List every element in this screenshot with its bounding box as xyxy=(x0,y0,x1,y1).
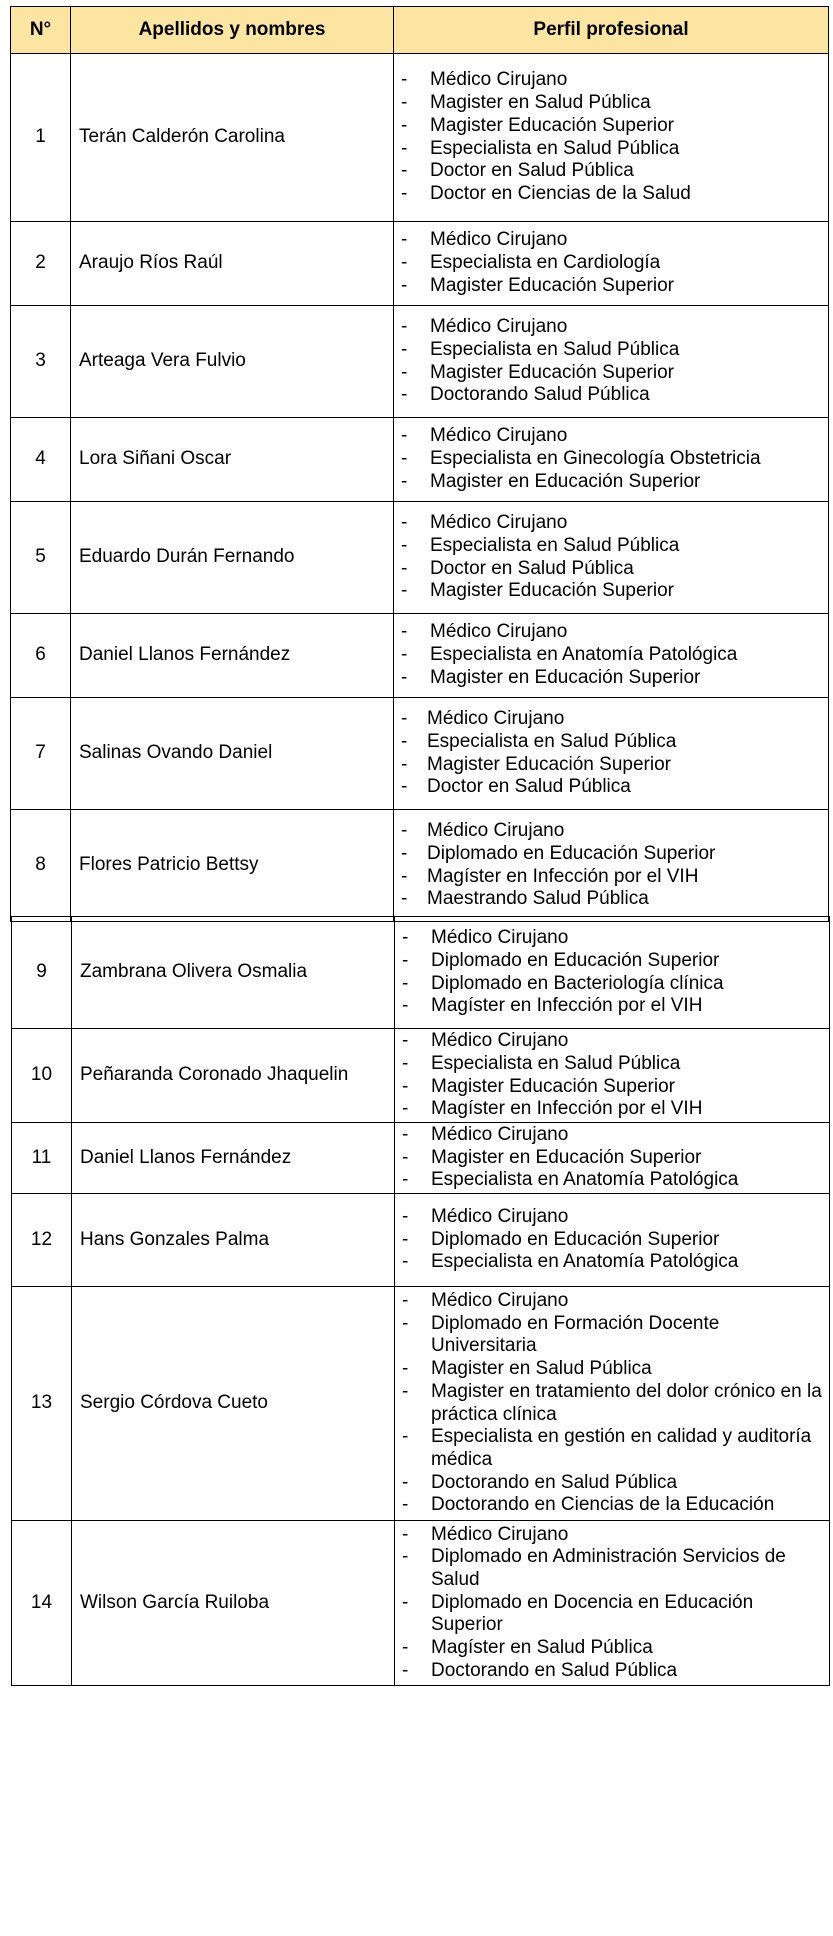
profile-item-text: Magister Educación Superior xyxy=(430,580,674,602)
row-number: 3 xyxy=(11,306,71,418)
faculty-table-part-1 xyxy=(10,6,829,922)
bullet-dash: - xyxy=(401,114,408,136)
bullet-dash: - xyxy=(401,820,408,842)
person-name: Salinas Ovando Daniel xyxy=(71,698,394,810)
row-number: 4 xyxy=(11,418,71,502)
table-row xyxy=(11,306,829,418)
header-names: Apellidos y nombres xyxy=(71,7,394,54)
bullet-dash: - xyxy=(401,252,408,274)
profile-item-text: Diplomado en Educación Superior xyxy=(427,842,716,864)
row-number: 6 xyxy=(11,614,71,698)
profile-item-text: Médico Cirujano xyxy=(430,512,568,534)
profile-item xyxy=(401,843,824,866)
profile-item-text: Especialista en Anatomía Patológica xyxy=(430,644,738,666)
profile-list xyxy=(395,1287,830,1521)
profile-item-text: Médico Cirujano xyxy=(430,316,568,338)
header-profile: Perfil profesional xyxy=(394,7,829,54)
profile-item xyxy=(402,1076,825,1099)
bullet-dash: - xyxy=(401,580,408,602)
profile-list xyxy=(395,1194,830,1287)
bullet-dash: - xyxy=(401,92,408,114)
profile-item xyxy=(401,138,824,161)
profile-item xyxy=(402,1124,825,1147)
profile-list xyxy=(394,810,829,922)
profile-list xyxy=(394,614,829,698)
profile-item xyxy=(402,1169,825,1192)
bullet-dash: - xyxy=(401,888,408,910)
bullet-dash: - xyxy=(402,1637,409,1659)
bullet-dash: - xyxy=(401,753,408,775)
person-name: Daniel Llanos Fernández xyxy=(72,1123,395,1194)
bullet-dash: - xyxy=(402,1205,409,1227)
profile-item xyxy=(402,1313,825,1358)
profile-item-text: Diplomado en Administración Servicios de Salud xyxy=(431,1546,786,1590)
profile-item-text: Especialista en Salud Pública xyxy=(430,534,680,556)
row-number: 12 xyxy=(12,1194,72,1287)
bullet-dash: - xyxy=(402,1146,409,1168)
person-name: Arteaga Vera Fulvio xyxy=(71,306,394,418)
profile-item xyxy=(401,160,824,183)
profile-item-text: Médico Cirujano xyxy=(431,1523,569,1545)
header-number: N° xyxy=(11,7,71,54)
person-name: Zambrana Olivera Osmalia xyxy=(72,917,395,1029)
profile-item-text: Magister en tratamiento del dolor crónico en la práctica clínica xyxy=(431,1380,822,1425)
profile-item-text: Médico Cirujano xyxy=(427,708,565,730)
bullet-dash: - xyxy=(402,1228,409,1250)
bullet-dash: - xyxy=(402,1494,409,1516)
table-row xyxy=(11,54,829,222)
profile-item-text: Médico Cirujano xyxy=(430,621,568,643)
bullet-dash: - xyxy=(401,470,408,492)
profile-item-text: Especialista en Anatomía Patológica xyxy=(431,1251,739,1273)
profile-item xyxy=(401,621,824,644)
profile-list xyxy=(394,418,829,502)
profile-item xyxy=(402,1381,825,1426)
bullet-dash: - xyxy=(401,425,408,447)
bullet-dash: - xyxy=(402,1591,409,1613)
profile-list xyxy=(395,1029,830,1123)
profile-item xyxy=(401,667,824,690)
profile-item-text: Médico Cirujano xyxy=(430,69,568,91)
profile-item xyxy=(401,252,824,275)
profile-item xyxy=(402,950,825,973)
profile-item xyxy=(401,425,824,448)
bullet-dash: - xyxy=(402,1169,409,1191)
profile-item xyxy=(402,1053,825,1076)
profile-item-text: Magíster en Infección por el VIH xyxy=(431,995,703,1017)
profile-item xyxy=(401,448,824,471)
bullet-dash: - xyxy=(401,730,408,752)
bullet-dash: - xyxy=(402,1659,409,1681)
row-number: 8 xyxy=(11,810,71,922)
profile-item-text: Doctor en Ciencias de la Salud xyxy=(430,182,691,204)
profile-item xyxy=(401,754,824,777)
profile-item xyxy=(401,339,824,362)
profile-item-text: Especialista en Salud Pública xyxy=(430,338,680,360)
profile-item xyxy=(401,558,824,581)
profile-item-text: Maestrando Salud Pública xyxy=(427,888,649,910)
profile-item xyxy=(402,995,825,1018)
profile-item-text: Magister Educación Superior xyxy=(427,753,671,775)
faculty-table-part-2 xyxy=(11,916,830,1686)
profile-item-text: Especialista en Salud Pública xyxy=(431,1052,681,1074)
profile-item xyxy=(401,316,824,339)
profile-item-text: Magister en Educación Superior xyxy=(431,1146,702,1168)
profile-item xyxy=(402,1592,825,1637)
row-number: 7 xyxy=(11,698,71,810)
profile-item-text: Médico Cirujano xyxy=(431,1030,569,1052)
bullet-dash: - xyxy=(401,137,408,159)
bullet-dash: - xyxy=(402,972,409,994)
bullet-dash: - xyxy=(402,1523,409,1545)
row-number: 14 xyxy=(12,1521,72,1686)
bullet-dash: - xyxy=(402,1075,409,1097)
bullet-dash: - xyxy=(402,1123,409,1145)
profile-item-text: Magister en Educación Superior xyxy=(430,666,701,688)
profile-item xyxy=(401,708,824,731)
bullet-dash: - xyxy=(402,1312,409,1334)
row-number: 1 xyxy=(11,54,71,222)
row-number: 5 xyxy=(11,502,71,614)
profile-item xyxy=(401,229,824,252)
person-name: Terán Calderón Carolina xyxy=(71,54,394,222)
profile-item xyxy=(401,644,824,667)
profile-item-text: Especialista en Salud Pública xyxy=(427,730,677,752)
bullet-dash: - xyxy=(401,361,408,383)
profile-item-text: Diplomado en Docencia en Educación Superior xyxy=(431,1591,754,1636)
profile-item-text: Doctorando en Ciencias de la Educación xyxy=(431,1494,775,1516)
profile-item-text: Médico Cirujano xyxy=(427,820,565,842)
profile-item-text: Médico Cirujano xyxy=(430,229,568,251)
profile-item xyxy=(402,1229,825,1252)
profile-item-text: Especialista en Salud Pública xyxy=(430,137,680,159)
profile-item-text: Diplomado en Educación Superior xyxy=(431,949,720,971)
person-name: Hans Gonzales Palma xyxy=(72,1194,395,1287)
person-name: Peñaranda Coronado Jhaquelin xyxy=(72,1029,395,1123)
profile-item xyxy=(401,384,824,407)
profile-list xyxy=(394,54,829,222)
profile-item xyxy=(402,1358,825,1381)
bullet-dash: - xyxy=(401,621,408,643)
profile-list xyxy=(394,698,829,810)
table-row xyxy=(12,1521,830,1686)
bullet-dash: - xyxy=(402,1098,409,1120)
profile-item xyxy=(401,820,824,843)
bullet-dash: - xyxy=(402,1380,409,1402)
bullet-dash: - xyxy=(402,1030,409,1052)
bullet-dash: - xyxy=(402,927,409,949)
person-name: Eduardo Durán Fernando xyxy=(71,502,394,614)
bullet-dash: - xyxy=(401,708,408,730)
bullet-dash: - xyxy=(401,644,408,666)
profile-item xyxy=(402,1524,825,1547)
profile-item-text: Doctorando Salud Pública xyxy=(430,384,650,406)
bullet-dash: - xyxy=(401,534,408,556)
profile-item xyxy=(402,1426,825,1471)
profile-item-text: Magister Educación Superior xyxy=(430,274,674,296)
profile-item-text: Especialista en Cardiología xyxy=(430,252,661,274)
profile-item-text: Diplomado en Formación Docente Universitaria xyxy=(431,1312,720,1357)
row-number: 13 xyxy=(12,1287,72,1521)
profile-list xyxy=(395,917,830,1029)
person-name: Araujo Ríos Raúl xyxy=(71,222,394,306)
person-name: Daniel Llanos Fernández xyxy=(71,614,394,698)
profile-item xyxy=(401,731,824,754)
profile-item xyxy=(401,471,824,494)
bullet-dash: - xyxy=(401,384,408,406)
profile-item-text: Diplomado en Educación Superior xyxy=(431,1228,720,1250)
table-row xyxy=(11,698,829,810)
profile-item xyxy=(402,973,825,996)
bullet-dash: - xyxy=(402,995,409,1017)
table-row xyxy=(11,418,829,502)
table-header-row xyxy=(11,7,829,54)
bullet-dash: - xyxy=(401,557,408,579)
profile-item xyxy=(401,535,824,558)
table-row xyxy=(12,917,830,1029)
profile-list xyxy=(394,306,829,418)
profile-item xyxy=(401,512,824,535)
profile-item xyxy=(401,275,824,298)
bullet-dash: - xyxy=(402,1426,409,1448)
profile-item xyxy=(402,1098,825,1121)
table-row xyxy=(12,1287,830,1521)
profile-item xyxy=(401,183,824,206)
row-number: 2 xyxy=(11,222,71,306)
profile-item xyxy=(402,1290,825,1313)
profile-item-text: Magíster en Infección por el VIH xyxy=(431,1098,703,1120)
bullet-dash: - xyxy=(402,949,409,971)
profile-item xyxy=(401,362,824,385)
bullet-dash: - xyxy=(401,338,408,360)
profile-item-text: Diplomado en Bacteriología clínica xyxy=(431,972,724,994)
bullet-dash: - xyxy=(401,316,408,338)
bullet-dash: - xyxy=(401,229,408,251)
profile-list xyxy=(395,1521,830,1686)
table-row xyxy=(11,810,829,922)
bullet-dash: - xyxy=(401,448,408,470)
profile-item xyxy=(402,1206,825,1229)
profile-item-text: Doctor en Salud Pública xyxy=(427,776,631,798)
table-row xyxy=(11,502,829,614)
profile-item-text: Médico Cirujano xyxy=(431,927,569,949)
table-row xyxy=(12,1194,830,1287)
profile-item xyxy=(402,1660,825,1683)
bullet-dash: - xyxy=(402,1052,409,1074)
profile-item xyxy=(401,92,824,115)
bullet-dash: - xyxy=(401,160,408,182)
profile-list xyxy=(394,222,829,306)
profile-item-text: Magíster en Infección por el VIH xyxy=(427,865,699,887)
profile-item xyxy=(401,580,824,603)
bullet-dash: - xyxy=(401,182,408,204)
profile-item-text: Doctorando en Salud Pública xyxy=(431,1471,678,1493)
profile-item xyxy=(402,1494,825,1517)
profile-item-text: Especialista en gestión en calidad y auditoría médica xyxy=(431,1426,812,1470)
profile-list xyxy=(395,1123,830,1194)
profile-item-text: Magister Educación Superior xyxy=(431,1075,675,1097)
profile-item-text: Médico Cirujano xyxy=(430,425,568,447)
bullet-dash: - xyxy=(402,1289,409,1311)
profile-item-text: Magister en Salud Pública xyxy=(430,92,651,114)
bullet-dash: - xyxy=(401,274,408,296)
table-row xyxy=(12,1123,830,1194)
table-row xyxy=(11,614,829,698)
person-name: Wilson García Ruiloba xyxy=(72,1521,395,1686)
profile-item-text: Médico Cirujano xyxy=(431,1123,569,1145)
row-number: 11 xyxy=(12,1123,72,1194)
profile-item xyxy=(401,69,824,92)
bullet-dash: - xyxy=(402,1546,409,1568)
profile-item-text: Magister en Salud Pública xyxy=(431,1358,652,1380)
profile-item xyxy=(401,115,824,138)
bullet-dash: - xyxy=(401,842,408,864)
profile-item-text: Doctor en Salud Pública xyxy=(430,557,634,579)
person-name: Sergio Córdova Cueto xyxy=(72,1287,395,1521)
profile-item xyxy=(402,1637,825,1660)
profile-item xyxy=(402,1472,825,1495)
profile-item-text: Magister Educación Superior xyxy=(430,361,674,383)
profile-item xyxy=(401,776,824,799)
profile-item xyxy=(402,1251,825,1274)
profile-item-text: Doctorando en Salud Pública xyxy=(431,1659,678,1681)
bullet-dash: - xyxy=(402,1358,409,1380)
bullet-dash: - xyxy=(401,776,408,798)
profile-item xyxy=(402,1546,825,1591)
profile-item xyxy=(402,1147,825,1170)
profile-item-text: Magister Educación Superior xyxy=(430,114,674,136)
bullet-dash: - xyxy=(402,1471,409,1493)
profile-item xyxy=(401,888,824,911)
profile-item-text: Especialista en Anatomía Patológica xyxy=(431,1169,739,1191)
profile-item-text: Médico Cirujano xyxy=(431,1205,569,1227)
profile-item-text: Magister en Educación Superior xyxy=(430,470,701,492)
profile-item-text: Especialista en Ginecología Obstetricia xyxy=(430,448,761,470)
profile-item-text: Magíster en Salud Pública xyxy=(431,1637,653,1659)
profile-list xyxy=(394,502,829,614)
person-name: Flores Patricio Bettsy xyxy=(71,810,394,922)
profile-item xyxy=(402,927,825,950)
bullet-dash: - xyxy=(401,865,408,887)
profile-item-text: Médico Cirujano xyxy=(431,1289,569,1311)
profile-item-text: Doctor en Salud Pública xyxy=(430,160,634,182)
bullet-dash: - xyxy=(401,512,408,534)
bullet-dash: - xyxy=(402,1251,409,1273)
row-number: 9 xyxy=(12,917,72,1029)
table-row xyxy=(12,1029,830,1123)
bullet-dash: - xyxy=(401,666,408,688)
row-number: 10 xyxy=(12,1029,72,1123)
profile-item xyxy=(402,1030,825,1053)
bullet-dash: - xyxy=(401,69,408,91)
person-name: Lora Siñani Oscar xyxy=(71,418,394,502)
profile-item xyxy=(401,866,824,889)
table-row xyxy=(11,222,829,306)
